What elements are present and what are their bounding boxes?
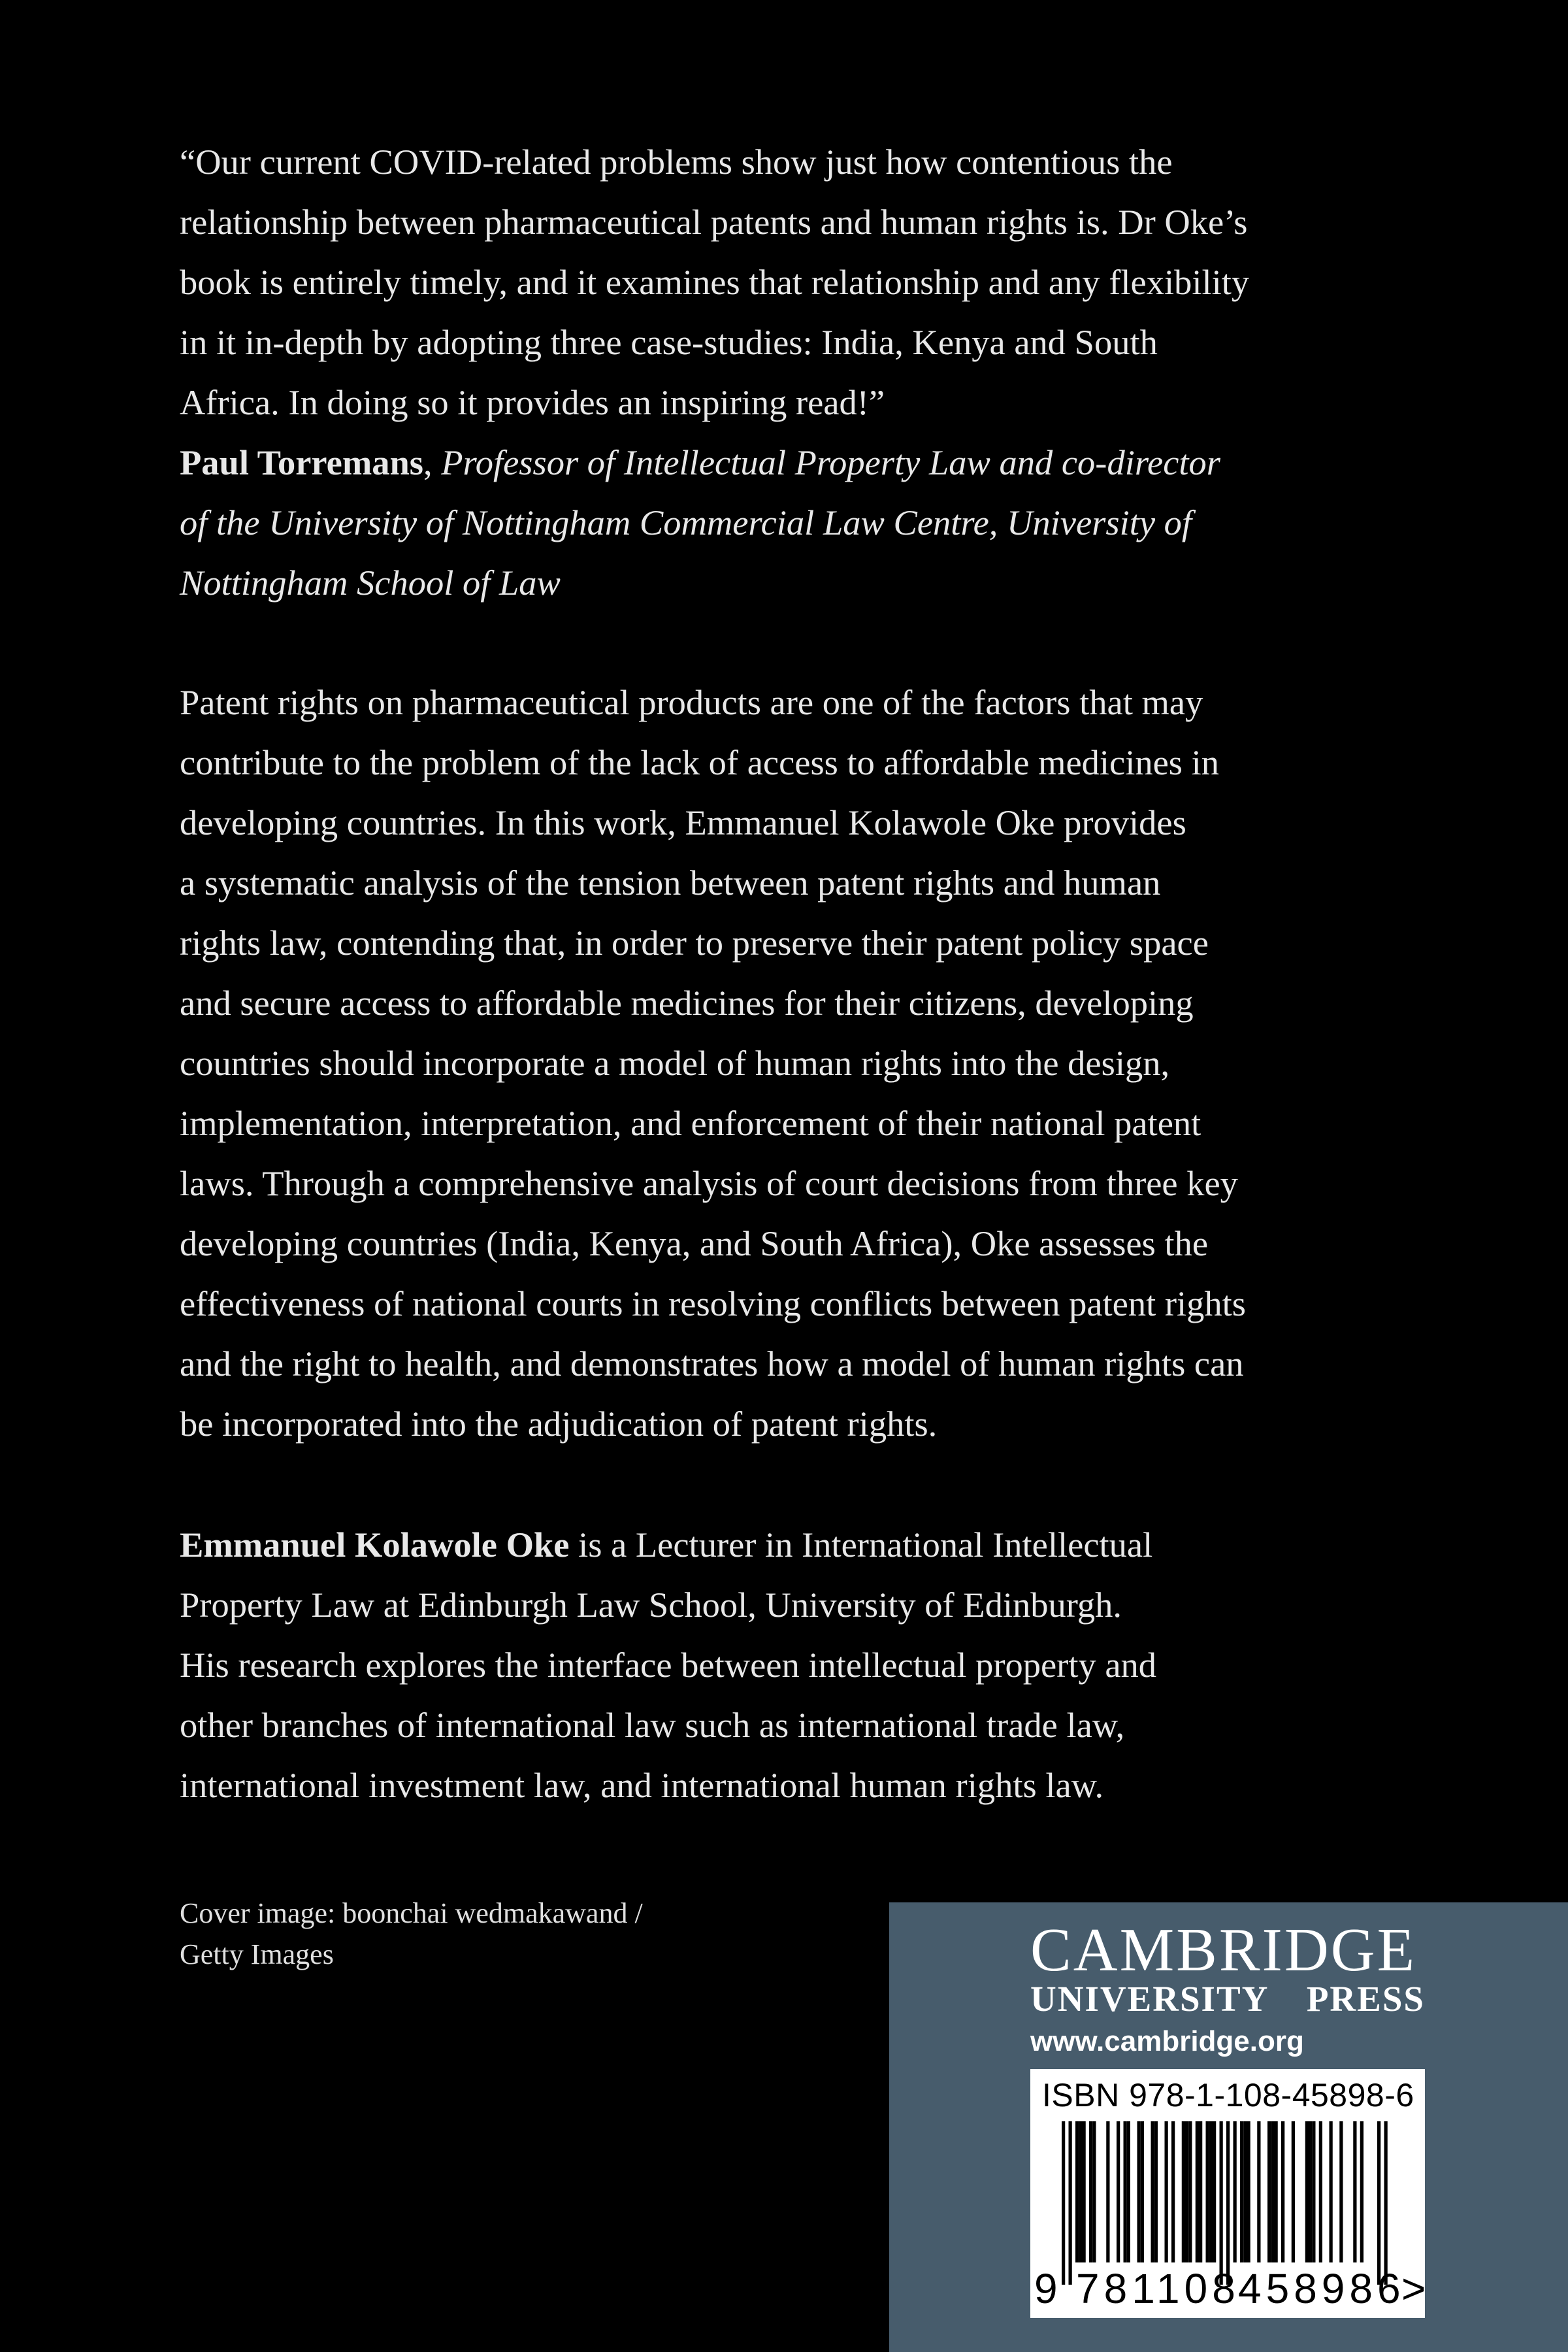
description-line: implementation, interpretation, and enforcement of their national patent bbox=[180, 1103, 1201, 1143]
barcode-bar bbox=[1151, 2121, 1154, 2262]
barcode-bar bbox=[1182, 2121, 1185, 2262]
barcode-digits bbox=[1030, 2265, 1425, 2312]
barcode-bar bbox=[1319, 2121, 1322, 2262]
barcode-bar bbox=[1079, 2121, 1082, 2262]
description-line: countries should incorporate a model of human rights into the design, bbox=[180, 1043, 1170, 1083]
barcode-bar bbox=[1271, 2121, 1274, 2262]
bio-first-line-rest: is a Lecturer in International Intellectual bbox=[569, 1525, 1153, 1565]
barcode-bar bbox=[1257, 2121, 1260, 2262]
description-line: be incorporated into the adjudication of patent rights. bbox=[180, 1404, 938, 1444]
endorser-role-line: Professor of Intellectual Property Law and co-director bbox=[441, 442, 1221, 482]
barcode-guard-bar bbox=[1220, 2121, 1223, 2285]
description-line: laws. Through a comprehensive analysis of court decisions from three key bbox=[180, 1163, 1238, 1203]
endorsement-quote bbox=[180, 132, 1362, 613]
barcode-guard-bar bbox=[1377, 2121, 1380, 2285]
bio-line bbox=[180, 1515, 1362, 1575]
barcode-bar bbox=[1137, 2121, 1141, 2262]
barcode-bar bbox=[1083, 2121, 1086, 2262]
description-line: and the right to health, and demonstrates how a model of human rights can bbox=[180, 1344, 1244, 1383]
barcode-bar bbox=[1141, 2121, 1144, 2262]
bio-line: other branches of international law such as international trade law, bbox=[180, 1705, 1125, 1745]
barcode-bar bbox=[1267, 2121, 1271, 2262]
barcode-bar bbox=[1209, 2121, 1213, 2262]
barcode-first-digit: 9 bbox=[1034, 2265, 1058, 2312]
bio-line: Property Law at Edinburgh Law School, University of Edinburgh. bbox=[180, 1585, 1122, 1625]
description-line: rights law, contending that, in order to preserve their patent policy space bbox=[180, 923, 1209, 963]
barcode-left-group: 781108 bbox=[1076, 2265, 1240, 2312]
barcode-bar bbox=[1188, 2121, 1192, 2262]
quote-line: relationship between pharmaceutical patents and human rights is. Dr Oke’s bbox=[180, 202, 1248, 242]
barcode-bar bbox=[1275, 2121, 1278, 2262]
barcode-bar bbox=[1075, 2121, 1079, 2262]
barcode-bar bbox=[1309, 2121, 1312, 2262]
barcode-bar bbox=[1206, 2121, 1209, 2262]
book-description bbox=[180, 672, 1362, 1454]
barcode-bar bbox=[1339, 2121, 1343, 2262]
barcode-right-group: 458986 bbox=[1238, 2265, 1405, 2312]
barcode-bar bbox=[1124, 2121, 1127, 2262]
barcode-guard-bar bbox=[1069, 2121, 1072, 2285]
barcode-bar bbox=[1092, 2121, 1096, 2262]
bio-line: international investment law, and international human rights law. bbox=[180, 1765, 1104, 1805]
barcode-bar bbox=[1353, 2121, 1356, 2262]
attribution-separator: , bbox=[423, 442, 442, 482]
endorser-name: Paul Torremans bbox=[180, 442, 423, 482]
barcode-bar bbox=[1127, 2121, 1130, 2262]
endorser-role-line: Nottingham School of Law bbox=[180, 563, 561, 603]
credit-line: Cover image: boonchai wedmakawand / bbox=[180, 1897, 643, 1929]
isbn-label: ISBN 978-1-108-45898-6 bbox=[1042, 2077, 1414, 2113]
barcode-bar bbox=[1292, 2121, 1295, 2262]
author-name: Emmanuel Kolawole Oke bbox=[180, 1525, 570, 1565]
barcode-guard-bar bbox=[1226, 2121, 1230, 2285]
barcode-bar bbox=[1233, 2121, 1237, 2262]
barcode-bar bbox=[1199, 2121, 1202, 2262]
quote-line: book is entirely timely, and it examines that relationship and any flexibility bbox=[180, 262, 1250, 302]
publisher-panel bbox=[889, 1902, 1568, 2352]
endorser-role-line: of the University of Nottingham Commercial Law Centre, University of bbox=[180, 503, 1192, 542]
quote-line: in it in-depth by adopting three case-studies: India, Kenya and South bbox=[180, 322, 1158, 362]
barcode-bar bbox=[1213, 2121, 1216, 2262]
barcode-bar bbox=[1360, 2121, 1364, 2262]
barcode-bar bbox=[1312, 2121, 1315, 2262]
barcode-guard-bar bbox=[1384, 2121, 1388, 2285]
description-line: contribute to the problem of the lack of access to affordable medicines in bbox=[180, 742, 1220, 782]
barcode-bar bbox=[1106, 2121, 1109, 2262]
cover-image-credit bbox=[180, 1893, 643, 1975]
quote-line: Africa. In doing so it provides an inspiring read!” bbox=[180, 382, 885, 422]
barcode-bar bbox=[1330, 2121, 1333, 2262]
barcode-bar bbox=[1305, 2121, 1309, 2262]
description-line: developing countries. In this work, Emmanuel Kolawole Oke provides bbox=[180, 803, 1186, 842]
barcode-bar bbox=[1240, 2121, 1243, 2262]
author-bio bbox=[180, 1515, 1362, 1815]
barcode-bar bbox=[1281, 2121, 1284, 2262]
barcode-bar bbox=[1185, 2121, 1188, 2262]
barcode-bar bbox=[1165, 2121, 1168, 2262]
barcode-box bbox=[1030, 2069, 1425, 2318]
barcode-bar bbox=[1154, 2121, 1158, 2262]
publisher-name: CAMBRIDGE bbox=[1030, 1916, 1417, 1984]
barcode-bar bbox=[1196, 2121, 1199, 2262]
barcode-bar bbox=[1171, 2121, 1175, 2262]
credit-line: Getty Images bbox=[180, 1938, 334, 1970]
description-line: and secure access to affordable medicines for their citizens, developing bbox=[180, 983, 1194, 1023]
quote-line: “Our current COVID-related problems show just how contentious the bbox=[180, 142, 1173, 182]
barcode-bar bbox=[1243, 2121, 1247, 2262]
barcode-bar bbox=[1089, 2121, 1092, 2262]
barcode-quiet-zone-arrow: > bbox=[1401, 2265, 1426, 2312]
bio-line: His research explores the interface between intellectual property and bbox=[180, 1645, 1157, 1685]
quote-attribution bbox=[180, 433, 1362, 493]
barcode-bar bbox=[1117, 2121, 1120, 2262]
publisher-url: www.cambridge.org bbox=[1030, 2025, 1304, 2057]
description-line: effectiveness of national courts in resolving conflicts between patent rights bbox=[180, 1284, 1246, 1323]
barcode-guard-bar bbox=[1062, 2121, 1065, 2285]
description-line: developing countries (India, Kenya, and South Africa), Oke assesses the bbox=[180, 1223, 1209, 1263]
barcode-bar bbox=[1247, 2121, 1250, 2262]
publisher-subtitle: UNIVERSITY PRESS bbox=[1030, 1979, 1425, 2019]
description-line: a systematic analysis of the tension between patent rights and human bbox=[180, 863, 1161, 903]
description-line: Patent rights on pharmaceutical products are one of the factors that may bbox=[180, 682, 1203, 722]
